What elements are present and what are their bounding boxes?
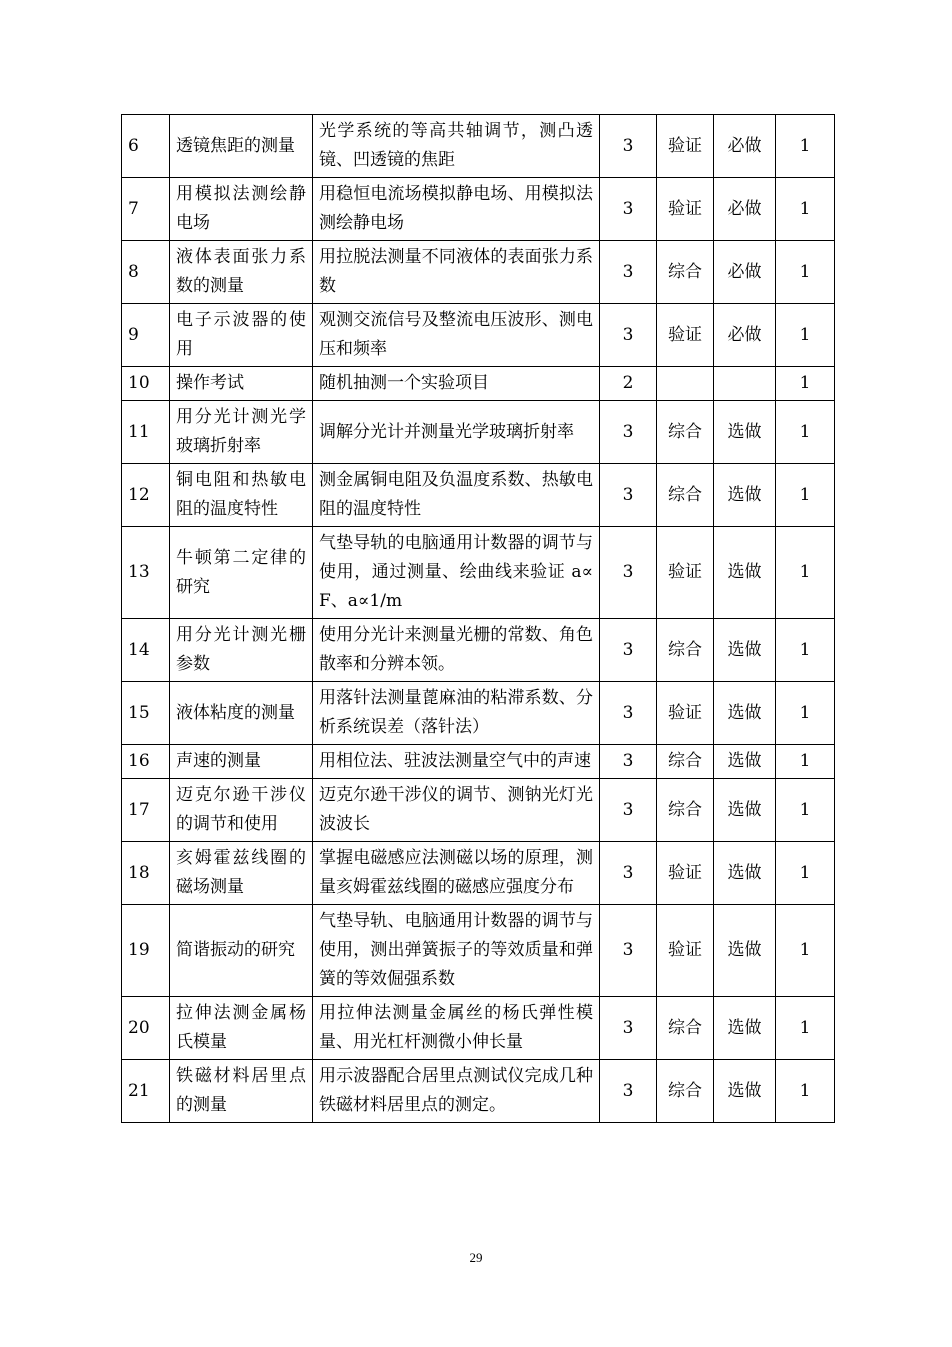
table-row: [122, 304, 835, 367]
experiment-number: 20: [122, 997, 170, 1060]
page-number: 29: [469, 1250, 483, 1265]
experiment-number: 11: [122, 401, 170, 464]
experiment-number: 14: [122, 619, 170, 682]
table-row: [122, 842, 835, 905]
experiment-credit: 1: [776, 464, 835, 527]
experiment-hours: 3: [600, 1060, 657, 1123]
experiment-hours: 3: [600, 464, 657, 527]
experiment-number: 21: [122, 1060, 170, 1123]
table-row: [122, 115, 835, 178]
experiment-number: 13: [122, 527, 170, 619]
table-row: [122, 682, 835, 745]
experiment-requirement: 选做: [714, 527, 776, 619]
experiment-description: 随机抽测一个实验项目: [313, 367, 600, 401]
experiment-number: 18: [122, 842, 170, 905]
experiment-hours: 3: [600, 905, 657, 997]
table-row: [122, 241, 835, 304]
experiment-hours: 3: [600, 842, 657, 905]
table-row: [122, 745, 835, 779]
experiment-hours: 3: [600, 178, 657, 241]
experiment-name: 用模拟法测绘静电场: [170, 178, 313, 241]
experiment-description: 调解分光计并测量光学玻璃折射率: [313, 401, 600, 464]
experiment-number: 17: [122, 779, 170, 842]
experiment-credit: 1: [776, 619, 835, 682]
experiment-name: 用分光计测光学玻璃折射率: [170, 401, 313, 464]
experiment-requirement: 必做: [714, 241, 776, 304]
table-row: [122, 178, 835, 241]
experiment-type: 综合: [657, 401, 714, 464]
experiment-type: 综合: [657, 997, 714, 1060]
experiment-hours: 3: [600, 745, 657, 779]
experiment-name: 液体表面张力系数的测量: [170, 241, 313, 304]
table-row: [122, 464, 835, 527]
experiment-number: 12: [122, 464, 170, 527]
experiment-name: 声速的测量: [170, 745, 313, 779]
experiment-description: 用示波器配合居里点测试仪完成几种铁磁材料居里点的测定。: [313, 1060, 600, 1123]
experiment-name: 亥姆霍兹线圈的磁场测量: [170, 842, 313, 905]
experiment-requirement: 必做: [714, 178, 776, 241]
experiment-hours: 3: [600, 527, 657, 619]
experiment-hours: 3: [600, 682, 657, 745]
experiment-requirement: 必做: [714, 115, 776, 178]
experiment-name: 简谐振动的研究: [170, 905, 313, 997]
experiment-type: 综合: [657, 779, 714, 842]
table-row: [122, 401, 835, 464]
experiment-number: 8: [122, 241, 170, 304]
experiment-type: 验证: [657, 178, 714, 241]
experiment-type: 综合: [657, 241, 714, 304]
experiment-credit: 1: [776, 178, 835, 241]
table-row: [122, 1060, 835, 1123]
experiment-requirement: 选做: [714, 745, 776, 779]
experiment-credit: 1: [776, 304, 835, 367]
experiment-description: 用拉伸法测量金属丝的杨氏弹性模量、用光杠杆测微小伸长量: [313, 997, 600, 1060]
experiment-type: 验证: [657, 115, 714, 178]
experiment-type: 综合: [657, 464, 714, 527]
experiment-name: 操作考试: [170, 367, 313, 401]
experiment-requirement: 选做: [714, 842, 776, 905]
experiment-rows: [122, 115, 835, 1123]
experiment-description: 使用分光计来测量光栅的常数、角色散率和分辨本领。: [313, 619, 600, 682]
experiment-type: 综合: [657, 745, 714, 779]
experiment-requirement: [714, 367, 776, 401]
experiment-description: 用落针法测量蓖麻油的粘滞系数、分析系统误差（落针法）: [313, 682, 600, 745]
experiment-hours: 3: [600, 304, 657, 367]
experiment-name: 拉伸法测金属杨氏模量: [170, 997, 313, 1060]
experiment-credit: 1: [776, 779, 835, 842]
experiment-hours: 3: [600, 779, 657, 842]
experiment-requirement: 必做: [714, 304, 776, 367]
experiment-type: 验证: [657, 905, 714, 997]
experiment-credit: 1: [776, 682, 835, 745]
experiment-credit: 1: [776, 367, 835, 401]
experiment-name: 铁磁材料居里点的测量: [170, 1060, 313, 1123]
experiment-credit: 1: [776, 241, 835, 304]
experiment-credit: 1: [776, 401, 835, 464]
experiment-hours: 2: [600, 367, 657, 401]
experiment-hours: 3: [600, 115, 657, 178]
experiment-hours: 3: [600, 241, 657, 304]
experiment-name: 透镜焦距的测量: [170, 115, 313, 178]
experiment-description: 用相位法、驻波法测量空气中的声速: [313, 745, 600, 779]
experiment-type: 验证: [657, 682, 714, 745]
experiment-credit: 1: [776, 1060, 835, 1123]
table-row: [122, 997, 835, 1060]
experiment-description: 光学系统的等高共轴调节，测凸透镜、凹透镜的焦距: [313, 115, 600, 178]
experiment-credit: 1: [776, 527, 835, 619]
table-row: [122, 527, 835, 619]
experiment-credit: 1: [776, 997, 835, 1060]
experiment-requirement: 选做: [714, 997, 776, 1060]
experiment-name: 液体粘度的测量: [170, 682, 313, 745]
experiment-credit: 1: [776, 745, 835, 779]
experiment-hours: 3: [600, 619, 657, 682]
experiment-type: 验证: [657, 304, 714, 367]
experiment-number: 9: [122, 304, 170, 367]
experiment-type: 综合: [657, 1060, 714, 1123]
experiment-number: 7: [122, 178, 170, 241]
table-row: [122, 779, 835, 842]
experiment-description: 观测交流信号及整流电压波形、测电压和频率: [313, 304, 600, 367]
experiment-name: 迈克尔逊干涉仪的调节和使用: [170, 779, 313, 842]
experiment-requirement: 选做: [714, 779, 776, 842]
experiment-description: 用拉脱法测量不同液体的表面张力系数: [313, 241, 600, 304]
experiment-name: 电子示波器的使用: [170, 304, 313, 367]
experiment-requirement: 选做: [714, 682, 776, 745]
table-row: [122, 367, 835, 401]
table-row: [122, 905, 835, 997]
experiment-description: 气垫导轨的电脑通用计数器的调节与使用，通过测量、绘曲线来验证 a∝F、a∝1/m: [313, 527, 600, 619]
experiment-number: 15: [122, 682, 170, 745]
experiment-requirement: 选做: [714, 464, 776, 527]
experiment-type: 验证: [657, 842, 714, 905]
experiment-requirement: 选做: [714, 905, 776, 997]
experiment-description: 掌握电磁感应法测磁以场的原理，测量亥姆霍兹线圈的磁感应强度分布: [313, 842, 600, 905]
table-row: [122, 619, 835, 682]
experiment-name: 牛顿第二定律的研究: [170, 527, 313, 619]
experiment-description: 迈克尔逊干涉仪的调节、测钠光灯光波波长: [313, 779, 600, 842]
experiment-credit: 1: [776, 905, 835, 997]
experiment-number: 16: [122, 745, 170, 779]
experiment-description: 用稳恒电流场模拟静电场、用模拟法测绘静电场: [313, 178, 600, 241]
experiment-type: [657, 367, 714, 401]
experiment-requirement: 选做: [714, 401, 776, 464]
experiment-hours: 3: [600, 401, 657, 464]
experiment-number: 10: [122, 367, 170, 401]
experiment-type: 综合: [657, 619, 714, 682]
experiment-description: 气垫导轨、电脑通用计数器的调节与使用，测出弹簧振子的等效质量和弹簧的等效倔强系数: [313, 905, 600, 997]
experiment-credit: 1: [776, 842, 835, 905]
experiment-requirement: 选做: [714, 1060, 776, 1123]
experiment-hours: 3: [600, 997, 657, 1060]
experiment-type: 验证: [657, 527, 714, 619]
experiment-table: [121, 114, 835, 1123]
experiment-name: 铜电阻和热敏电阻的温度特性: [170, 464, 313, 527]
experiment-description: 测金属铜电阻及负温度系数、热敏电阻的温度特性: [313, 464, 600, 527]
experiment-credit: 1: [776, 115, 835, 178]
experiment-requirement: 选做: [714, 619, 776, 682]
experiment-number: 19: [122, 905, 170, 997]
experiment-number: 6: [122, 115, 170, 178]
experiment-name: 用分光计测光栅参数: [170, 619, 313, 682]
